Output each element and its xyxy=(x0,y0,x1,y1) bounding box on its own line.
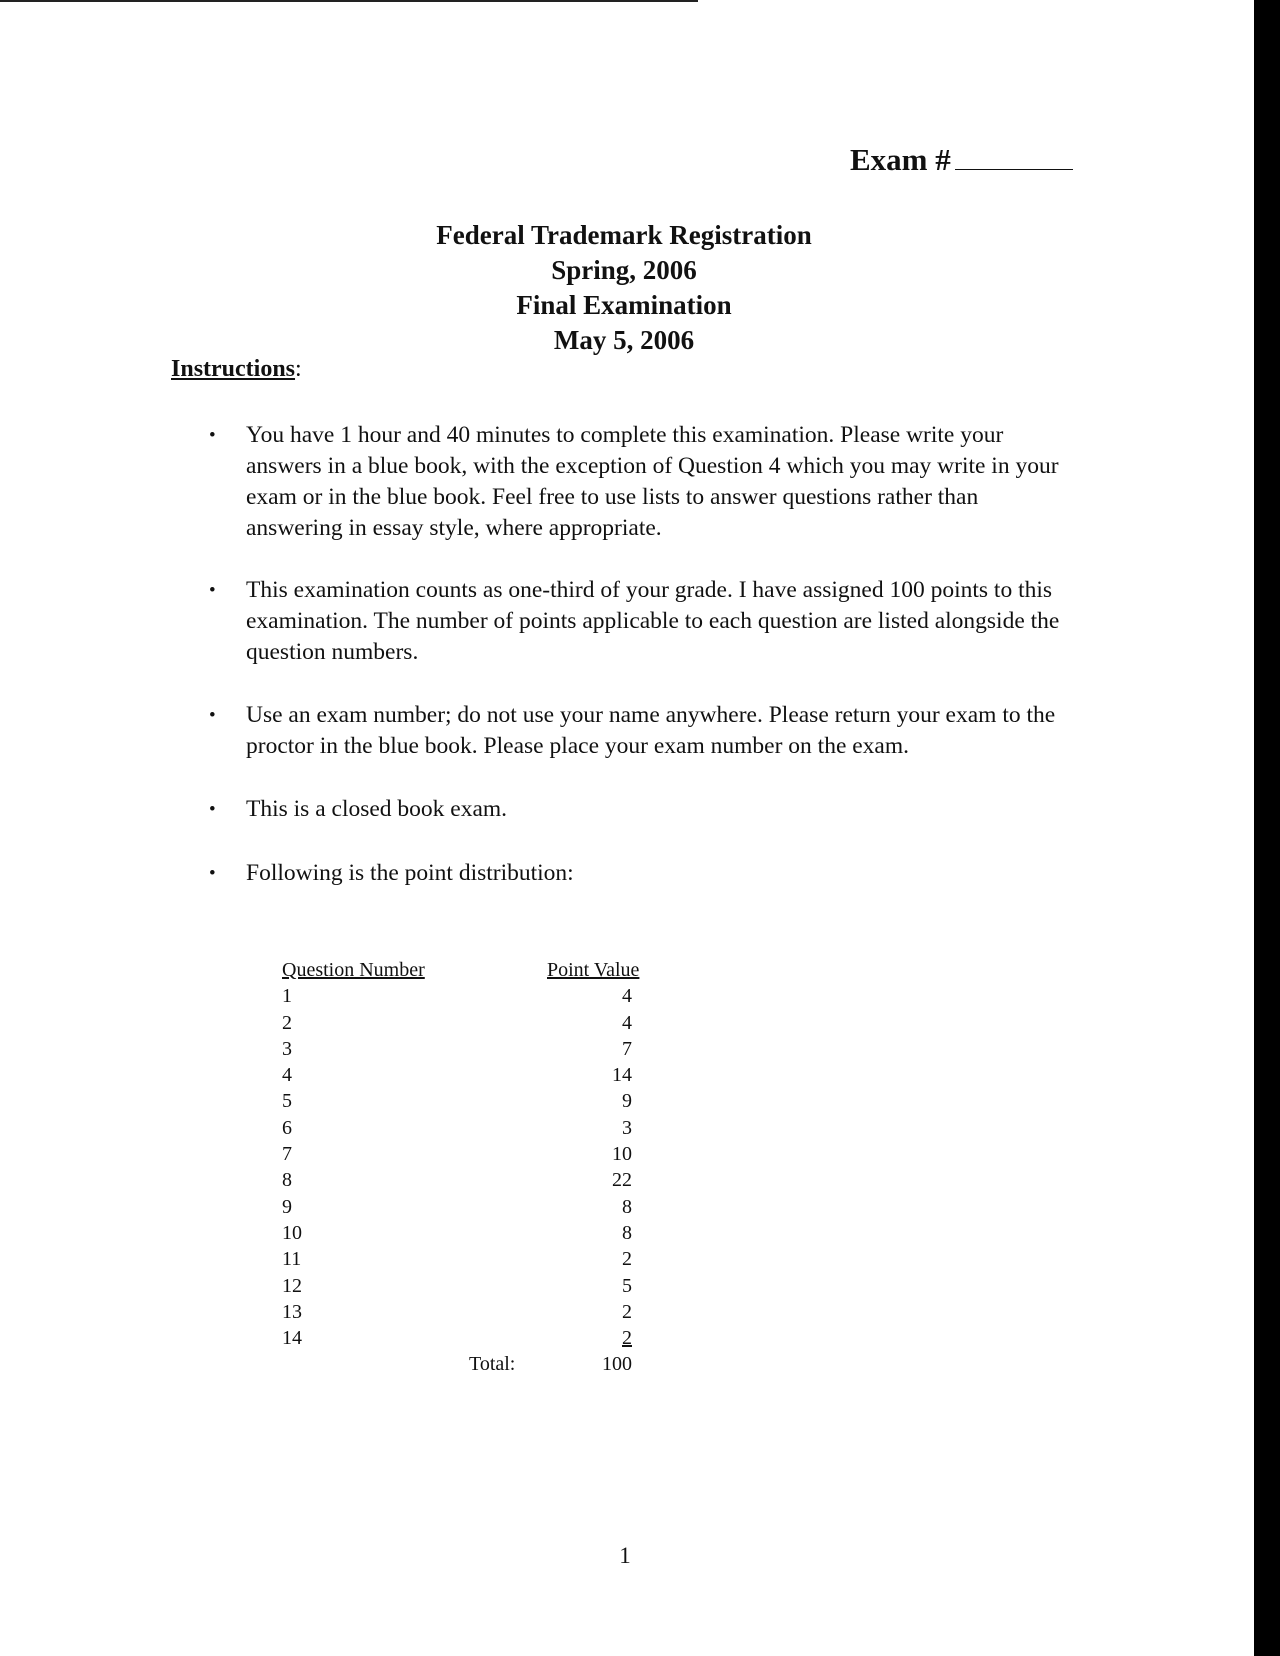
question-number: 11 xyxy=(282,1248,302,1271)
exam-number-blank[interactable] xyxy=(955,147,1073,170)
bullet: • xyxy=(209,705,216,726)
question-number: 4 xyxy=(282,1064,292,1087)
question-number: 14 xyxy=(282,1327,302,1350)
question-number: 9 xyxy=(282,1195,292,1218)
point-value: 2 xyxy=(622,1300,632,1323)
scan-edge-bar xyxy=(1254,0,1280,1656)
header-point-value: Point Value xyxy=(547,959,640,981)
question-number: 7 xyxy=(282,1143,292,1166)
point-value: 8 xyxy=(622,1195,632,1218)
instruction-text: You have 1 hour and 40 minutes to complete this examination. Please write your answers in a blue book, with the exception of Question 4 which you may write in your exam or in the blue book. Feel free to use lists to answer questions rather than answering in essay style, where appropriate. xyxy=(246,422,1059,541)
bullet: • xyxy=(209,425,216,446)
point-value: 4 xyxy=(622,1011,632,1034)
question-number: 2 xyxy=(282,1011,292,1034)
exam-date: May 5, 2006 xyxy=(553,325,695,355)
page-number: 1 xyxy=(619,1543,631,1568)
exam-number-field xyxy=(850,142,1073,178)
question-number: 12 xyxy=(282,1274,302,1297)
point-value: 9 xyxy=(622,1090,632,1113)
total-label: Total: xyxy=(469,1353,516,1376)
instructions-list xyxy=(205,420,1075,889)
instructions-heading-text: Instructions xyxy=(171,356,296,382)
point-value: 7 xyxy=(622,1037,632,1060)
question-number: 5 xyxy=(282,1090,292,1113)
question-number: 6 xyxy=(282,1116,292,1139)
point-value: 14 xyxy=(612,1064,632,1087)
instructions-heading-colon: : xyxy=(295,356,302,382)
point-value: 3 xyxy=(622,1116,632,1139)
document-title xyxy=(300,218,948,358)
instruction-text: This examination counts as one-third of your grade. I have assigned 100 points to this examination. The number of points applicable to each question are listed alongside the question numbers. xyxy=(246,577,1060,665)
exam-number-label: Exam # xyxy=(850,142,951,177)
total-value: 100 xyxy=(602,1353,632,1376)
question-number: 8 xyxy=(282,1169,292,1192)
term: Spring, 2006 xyxy=(551,255,697,285)
exam-type: Final Examination xyxy=(516,290,732,320)
point-value: 5 xyxy=(622,1274,632,1297)
point-value: 22 xyxy=(612,1169,632,1192)
question-number: 10 xyxy=(282,1221,302,1244)
point-value: 2 xyxy=(622,1327,632,1350)
instructions-heading xyxy=(171,356,302,383)
course-title: Federal Trademark Registration xyxy=(436,220,812,250)
instruction-text: Following is the point distribution: xyxy=(246,860,574,886)
instruction-item xyxy=(205,794,1075,825)
question-number: 3 xyxy=(282,1037,292,1060)
point-value: 10 xyxy=(612,1143,632,1166)
question-number: 13 xyxy=(282,1300,302,1323)
instruction-item xyxy=(205,700,1075,762)
point-value: 4 xyxy=(622,985,632,1008)
instruction-text: Use an exam number; do not use your name anywhere. Please return your exam to the proctor in the blue book. Please place your exam number on the exam. xyxy=(246,702,1056,759)
instruction-text: This is a closed book exam. xyxy=(246,796,508,822)
point-value: 8 xyxy=(622,1221,632,1244)
bullet: • xyxy=(209,863,216,884)
instruction-item xyxy=(205,575,1075,668)
point-value: 2 xyxy=(622,1248,632,1271)
question-number: 1 xyxy=(282,985,292,1008)
bullet: • xyxy=(209,799,216,820)
header-question-number: Question Number xyxy=(282,959,425,981)
instruction-item xyxy=(205,420,1075,544)
instruction-item xyxy=(205,858,1075,889)
scan-top-rule xyxy=(0,0,698,2)
bullet: • xyxy=(209,580,216,601)
